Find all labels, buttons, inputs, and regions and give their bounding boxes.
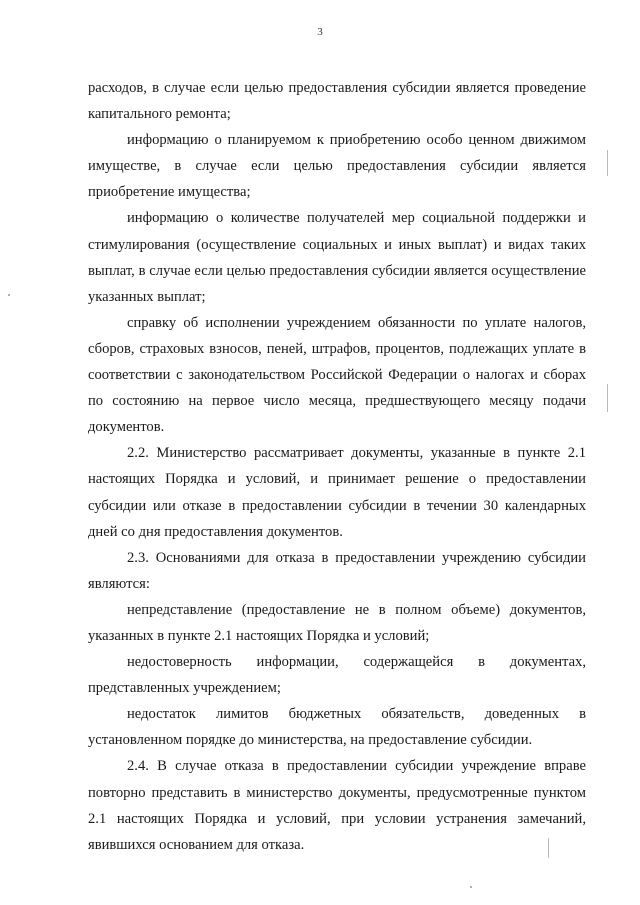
scan-line-mark bbox=[607, 150, 608, 176]
scan-line-mark bbox=[607, 384, 608, 412]
clause-2-3: 2.3. Основаниями для отказа в предоставлении учреждению субсидии являются: bbox=[88, 549, 586, 592]
paragraph-tax-certificate: справку об исполнении учреждением обязанности по уплате налогов, сборов, страховых взносов, пеней, штрафов, процентов, подлежащих уплате в соответствии с законодательством Российской Федерации о налогах и сборах по состоянию на первое число месяца, предшествующего месяцу подачи документов. bbox=[88, 314, 586, 436]
scan-line-mark bbox=[548, 838, 549, 858]
scan-dot-mark bbox=[470, 886, 472, 888]
scan-dot-mark bbox=[8, 294, 10, 296]
document-body bbox=[88, 75, 586, 858]
refusal-reason-limits: недостаток лимитов бюджетных обязательств, доведенных в установленном порядке до министерства, на предоставление субсидии. bbox=[88, 706, 586, 749]
page-number: 3 bbox=[317, 26, 323, 38]
clause-2-2: 2.2. Министерство рассматривает документы, указанные в пункте 2.1 настоящих Порядка и условий, и принимает решение о предоставлении субсидии или отказе в предоставлении субсидии в течении 30 календарных дней со дня предоставления документов. bbox=[88, 445, 586, 540]
paragraph-movable-property: информацию о планируемом к приобретению особо ценном движимом имуществе, в случае если целью предоставления субсидии является приобретение имущества; bbox=[88, 132, 586, 201]
paragraph-social-payments: информацию о количестве получателей мер социальной поддержки и стимулирования (осуществление социальных и иных выплат) и видах таких выплат, в случае если целью предоставления субсидии является осуществление указанных выплат; bbox=[88, 210, 586, 305]
clause-2-4: 2.4. В случае отказа в предоставлении субсидии учреждение вправе повторно представить в министерство документы, предусмотренные пунктом 2.1 настоящих Порядка и условий, при условии устранения замечаний, явившихся основанием для отказа. bbox=[88, 758, 586, 853]
refusal-reason-inaccuracy: недостоверность информации, содержащейся в документах, представленных учреждением; bbox=[88, 654, 586, 697]
refusal-reason-documents: непредставление (предоставление не в полном объеме) документов, указанных в пункте 2.1 настоящих Порядка и условий; bbox=[88, 601, 586, 644]
paragraph-capital-repair: расходов, в случае если целью предоставления субсидии является проведение капитального ремонта; bbox=[88, 80, 586, 123]
